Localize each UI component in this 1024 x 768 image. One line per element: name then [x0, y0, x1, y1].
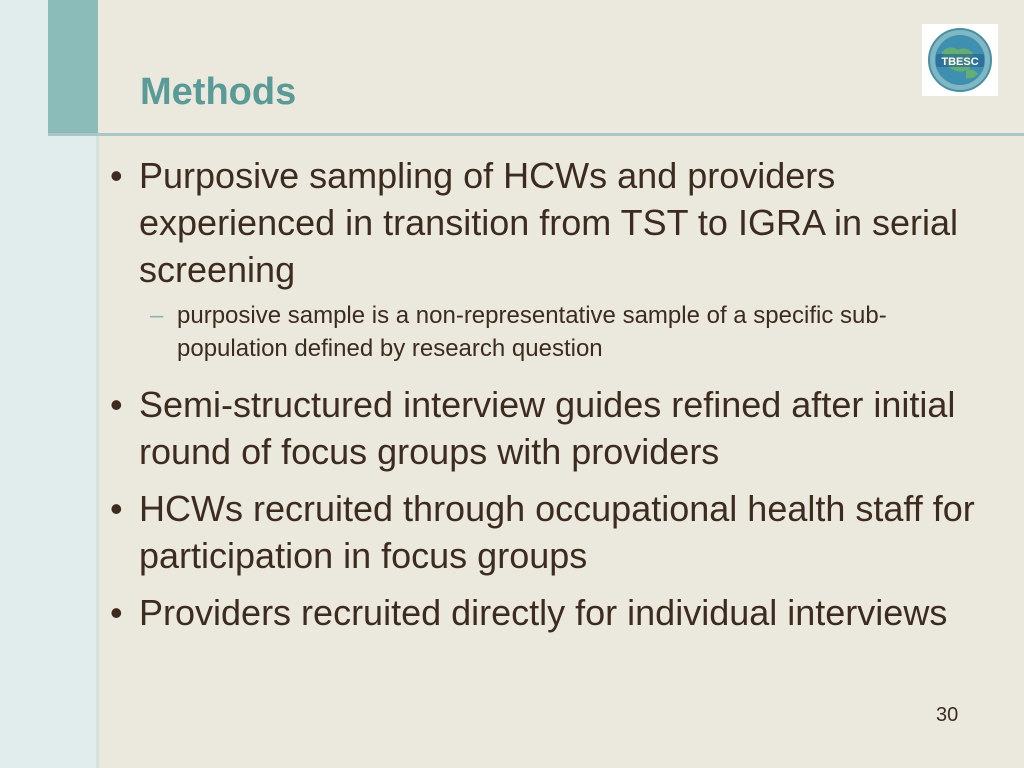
bullet-marker: • — [110, 592, 123, 633]
left-accent-block — [48, 0, 98, 134]
bullet-text: Purposive sampling of HCWs and providers experienced in transition from TST to IGRA in serial screening — [139, 155, 959, 290]
bullet-text: Providers recruited directly for individual interviews — [139, 592, 948, 633]
page-number: 30 — [936, 704, 959, 726]
title-divider — [48, 133, 1024, 136]
bullet-marker: • — [110, 155, 123, 196]
tbesc-logo — [922, 24, 998, 96]
bullet-item — [110, 485, 990, 579]
globe-logo-icon — [922, 24, 998, 96]
bullet-item — [110, 152, 990, 293]
bullet-text: HCWs recruited through occupational health staff for participation in focus groups — [139, 488, 975, 576]
slide-content — [110, 152, 990, 636]
bullet-item — [110, 381, 990, 475]
logo-text: TBESC — [941, 56, 979, 68]
bullet-marker: • — [110, 384, 123, 425]
slide-title: Methods — [140, 71, 297, 113]
sub-bullet-item — [110, 299, 990, 365]
sub-bullet-text: purposive sample is a non-representative sample of a specific sub-population defined by research question — [177, 302, 887, 362]
bullet-item — [110, 589, 990, 636]
sub-bullet-marker: – — [150, 302, 164, 329]
bullet-marker: • — [110, 488, 123, 529]
band-edge — [96, 134, 99, 768]
bullet-text: Semi-structured interview guides refined after initial round of focus groups with providers — [139, 384, 956, 472]
